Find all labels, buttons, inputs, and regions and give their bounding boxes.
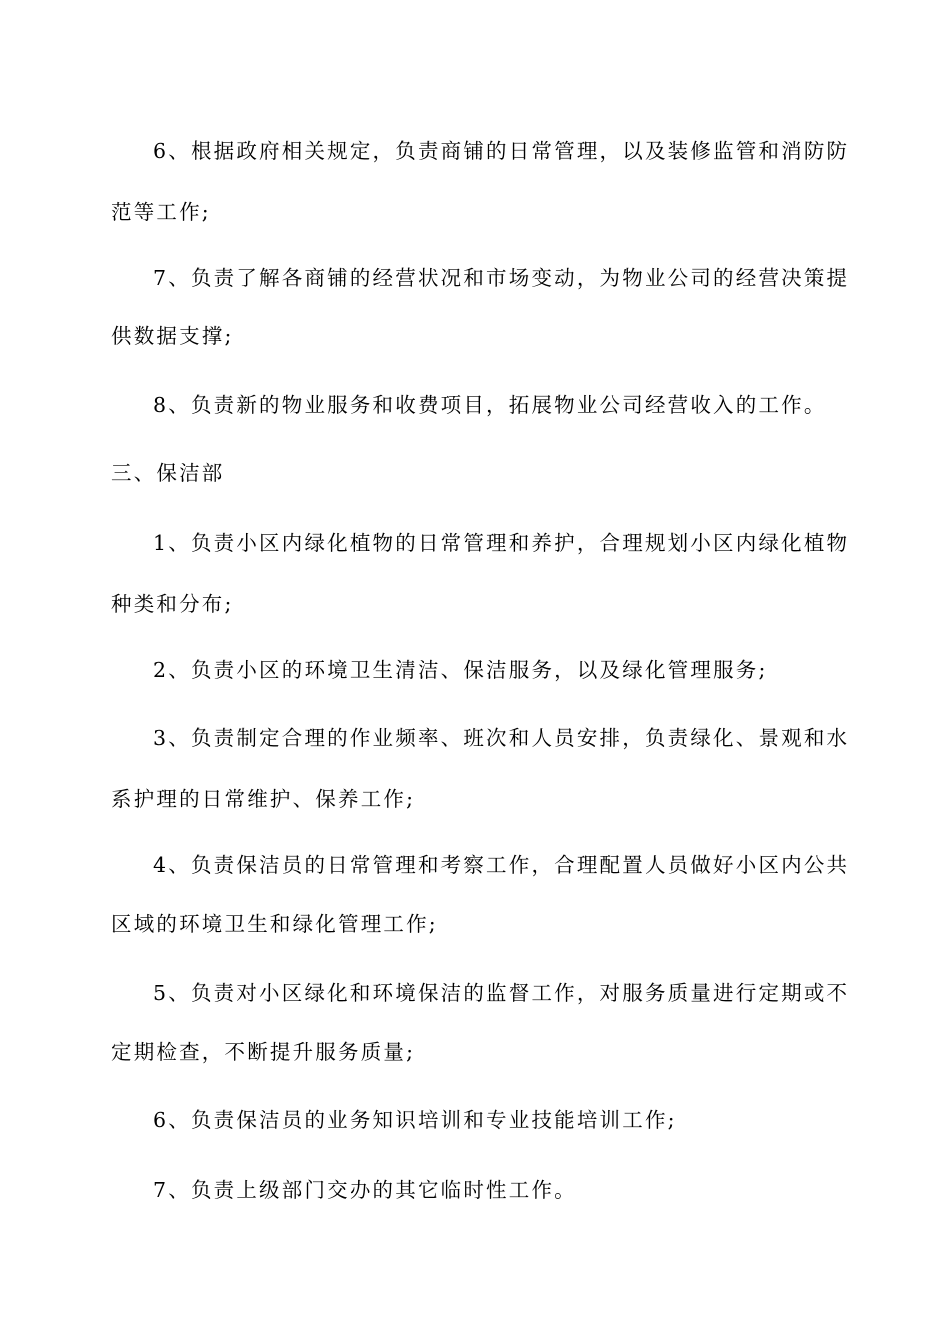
paragraph-line: 8、负责新的物业服务和收费项目，拓展物业公司经营收入的工作。 [153, 393, 827, 417]
paragraph-line: 6、根据政府相关规定，负责商铺的日常管理，以及装修监管和消防防 [153, 139, 850, 163]
section-heading: 三、保洁部 [111, 461, 225, 485]
paragraph-line: 5、负责对小区绿化和环境保洁的监督工作，对服务质量进行定期或不 [153, 981, 850, 1005]
paragraph-line: 7、负责上级部门交办的其它临时性工作。 [153, 1178, 577, 1202]
paragraph-line: 供数据支撑; [111, 324, 234, 348]
paragraph-line: 7、负责了解各商铺的经营状况和市场变动，为物业公司的经营决策提 [153, 266, 850, 290]
paragraph-line: 2、负责小区的环境卫生清洁、保洁服务，以及绿化管理服务; [153, 658, 768, 682]
paragraph-line: 1、负责小区内绿化植物的日常管理和养护，合理规划小区内绿化植物 [153, 531, 850, 555]
paragraph-line: 区域的环境卫生和绿化管理工作; [111, 912, 438, 936]
paragraph-line: 范等工作; [111, 200, 211, 224]
paragraph-line: 6、负责保洁员的业务知识培训和专业技能培训工作; [153, 1108, 677, 1132]
paragraph-line: 4、负责保洁员的日常管理和考察工作，合理配置人员做好小区内公共 [153, 853, 850, 877]
paragraph-line: 种类和分布; [111, 592, 234, 616]
paragraph-line: 定期检查，不断提升服务质量; [111, 1040, 416, 1064]
paragraph-line: 3、负责制定合理的作业频率、班次和人员安排，负责绿化、景观和水 [153, 726, 850, 750]
paragraph-line: 系护理的日常维护、保养工作; [111, 787, 416, 811]
